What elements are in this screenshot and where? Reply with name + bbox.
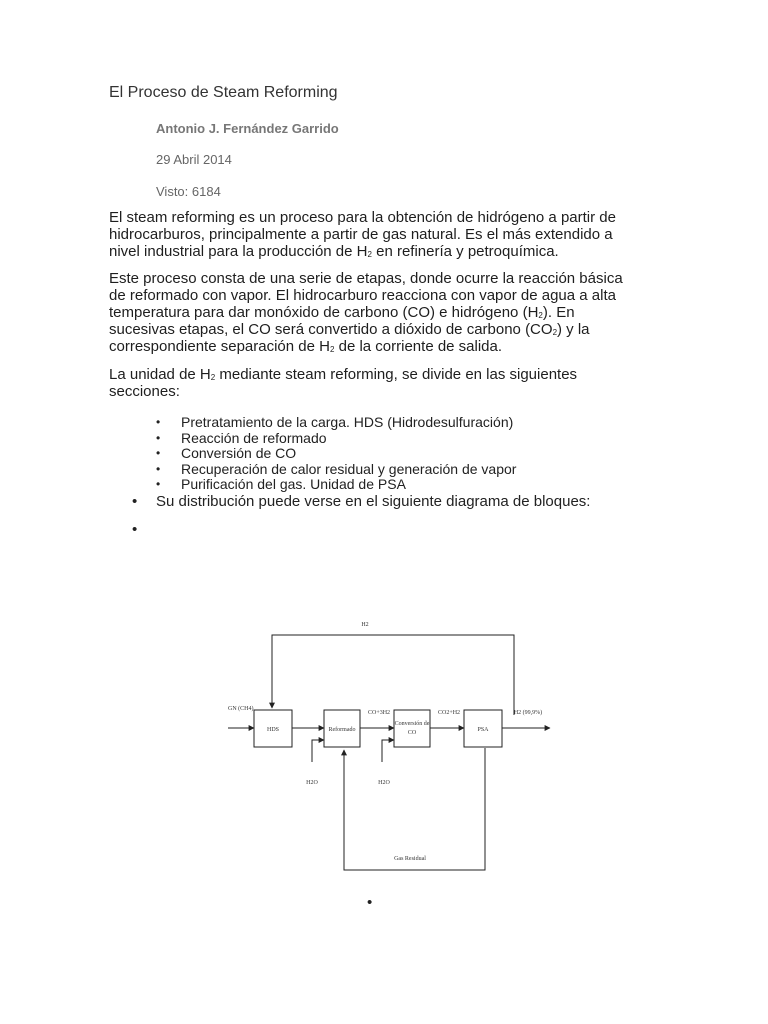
intro-paragraph — [109, 209, 639, 260]
conversion-label-line2: CO — [407, 730, 417, 736]
h2-recycle-line — [272, 635, 514, 715]
steam-line-1 — [312, 740, 324, 762]
list-item: • Conversión de CO — [156, 446, 516, 462]
residual-gas-label: Gas Residual — [394, 856, 426, 862]
diagram-intro-text: Su distribución puede verse en el siguiente diagrama de bloques: — [156, 493, 591, 510]
list-item: • Purificación del gas. Unidad de PSA — [156, 477, 516, 493]
sections-list — [156, 415, 516, 493]
text-run: ) y la correspondiente separación de H — [109, 321, 590, 355]
co-h2-label: CO+3H2 — [368, 710, 391, 716]
sections-intro-paragraph — [109, 366, 639, 400]
text-run: en refinería y petroquímica. — [371, 243, 559, 260]
block-diagram — [220, 612, 560, 882]
reformado-label: Reformado — [328, 727, 356, 733]
conversion-block — [394, 710, 430, 747]
list-item: • Reacción de reformado — [156, 431, 516, 447]
subscript: 2 — [210, 373, 216, 382]
steam-label-2: H2O — [378, 780, 390, 786]
subscript: 2 — [367, 250, 372, 259]
text-run: El steam reforming es un proceso para la obtención de hidrógeno a partir de hidrocarburos, principalmente a partir de gas natural. Es el más extendido a nivel industrial para la producción de H — [109, 209, 616, 260]
text-run: Este proceso consta de una serie de etapas, donde ocurre la reacción básica de reformado con vapor. El hidrocarburo reacciona con vapor de agua a alta temperatura para dar monóxido de carbono (CO) e hidrógeno (H — [109, 270, 623, 321]
residual-gas-line — [344, 748, 485, 870]
psa-label: PSA — [477, 727, 489, 733]
list-item: • Pretratamiento de la carga. HDS (Hidrodesulfuración) — [156, 415, 516, 431]
steam-line-2 — [382, 740, 394, 762]
steam-label-1: H2O — [306, 780, 318, 786]
feed-label: GN (CH4) — [228, 706, 254, 712]
publish-date: 29 Abril 2014 — [156, 152, 232, 167]
bullet-icon: • — [132, 493, 138, 510]
text-run: mediante steam reforming, se divide en las siguientes secciones: — [109, 366, 578, 400]
subscript: 2 — [552, 328, 558, 337]
co2-h2-label: CO2+H2 — [438, 710, 461, 716]
text-run: de la corriente de salida. — [334, 338, 503, 355]
text-run: La unidad de H — [109, 366, 211, 383]
page-title: El Proceso de Steam Reforming — [109, 84, 338, 101]
process-paragraph — [109, 270, 639, 355]
author-name[interactable]: Antonio J. Fernández Garrido — [156, 121, 339, 136]
list-item: • Recuperación de calor residual y generación de vapor — [156, 462, 516, 478]
trailing-bullet-icon: • — [367, 894, 373, 911]
product-label: H2 (99,9%) — [513, 710, 543, 716]
empty-bullet-icon: • — [132, 521, 138, 538]
subscript: 2 — [329, 345, 335, 354]
view-count: Visto: 6184 — [156, 184, 221, 199]
subscript: 2 — [538, 311, 543, 320]
conversion-label-line1: Conversión de — [394, 721, 430, 727]
h2-recycle-label: H2 — [361, 622, 369, 628]
text-run: ). En sucesivas etapas, el CO será convertido a dióxido de carbono (CO — [109, 304, 575, 338]
hds-label: HDS — [266, 727, 280, 733]
